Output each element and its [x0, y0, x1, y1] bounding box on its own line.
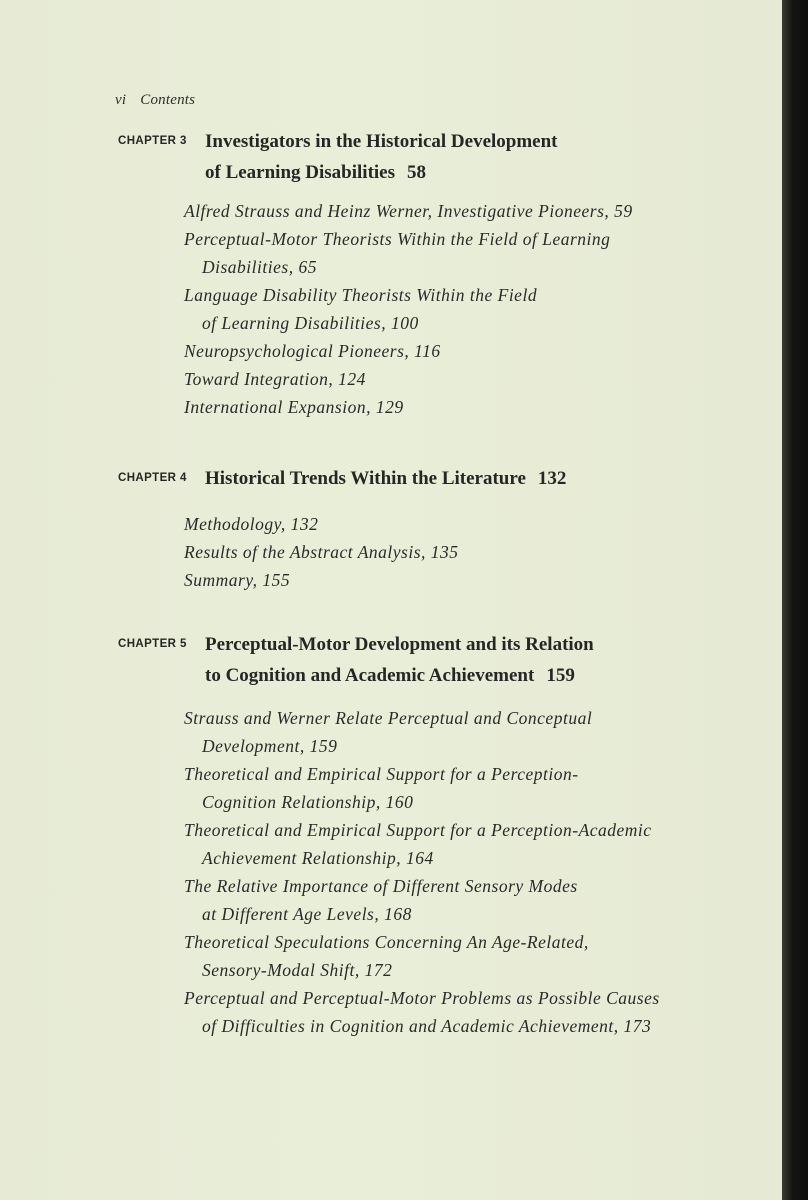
chapter-5-entries	[184, 704, 660, 1040]
chapter-title-line: of Learning Disabilities 58	[205, 162, 427, 183]
chapter-page-number: 132	[537, 468, 567, 489]
chapter-page-number: 159	[546, 665, 575, 686]
chapter-3-heading	[118, 126, 558, 188]
chapter-3-entries	[184, 197, 633, 421]
toc-entry: Strauss and Werner Relate Perceptual and Conceptual Development, 159	[184, 708, 593, 756]
book-edge-shadow	[782, 0, 808, 1200]
chapter-title-line: Investigators in the Historical Development	[205, 131, 558, 152]
toc-entry: Neuropsychological Pioneers, 116	[184, 341, 441, 361]
toc-entry: Summary, 155	[184, 570, 291, 590]
toc-entry: The Relative Importance of Different Sensory Modes at Different Age Levels, 168	[184, 876, 578, 924]
toc-entry: Theoretical Speculations Concerning An Age-Related, Sensory-Modal Shift, 172	[184, 932, 589, 980]
chapter-page-number: 58	[407, 162, 427, 183]
chapter-label: CHAPTER 5	[118, 638, 187, 650]
chapter-4-entries	[184, 510, 459, 594]
toc-entry: Alfred Strauss and Heinz Werner, Investigative Pioneers, 59	[184, 201, 633, 221]
chapter-title-line: Perceptual-Motor Development and its Relation	[205, 634, 594, 655]
chapter-title-line: to Cognition and Academic Achievement 159	[205, 665, 575, 686]
toc-entry: Theoretical and Empirical Support for a Perception- Cognition Relationship, 160	[184, 764, 579, 812]
toc-entry: Results of the Abstract Analysis, 135	[184, 542, 459, 562]
chapter-4-heading	[118, 463, 566, 494]
chapter-5-heading	[118, 629, 594, 691]
chapter-title-line: Historical Trends Within the Literature 132	[205, 468, 567, 489]
toc-entry: Language Disability Theorists Within the Field of Learning Disabilities, 100	[184, 285, 538, 333]
toc-entry: Toward Integration, 124	[184, 369, 366, 389]
toc-entry: Perceptual-Motor Theorists Within the Field of Learning Disabilities, 65	[184, 229, 611, 277]
running-head-label: Contents	[140, 92, 196, 108]
chapter-label: CHAPTER 3	[118, 135, 187, 147]
toc-entry: Theoretical and Empirical Support for a Perception-Academic Achievement Relationship, 164	[184, 820, 652, 868]
chapter-label: CHAPTER 4	[118, 472, 187, 484]
page-number: vi	[115, 92, 127, 108]
toc-entry: International Expansion, 129	[184, 397, 404, 417]
running-head	[115, 92, 195, 109]
toc-entry: Perceptual and Perceptual-Motor Problems as Possible Causes of Difficulties in Cognition and Academic Achievement, 173	[184, 988, 660, 1036]
toc-entry: Methodology, 132	[184, 514, 319, 534]
